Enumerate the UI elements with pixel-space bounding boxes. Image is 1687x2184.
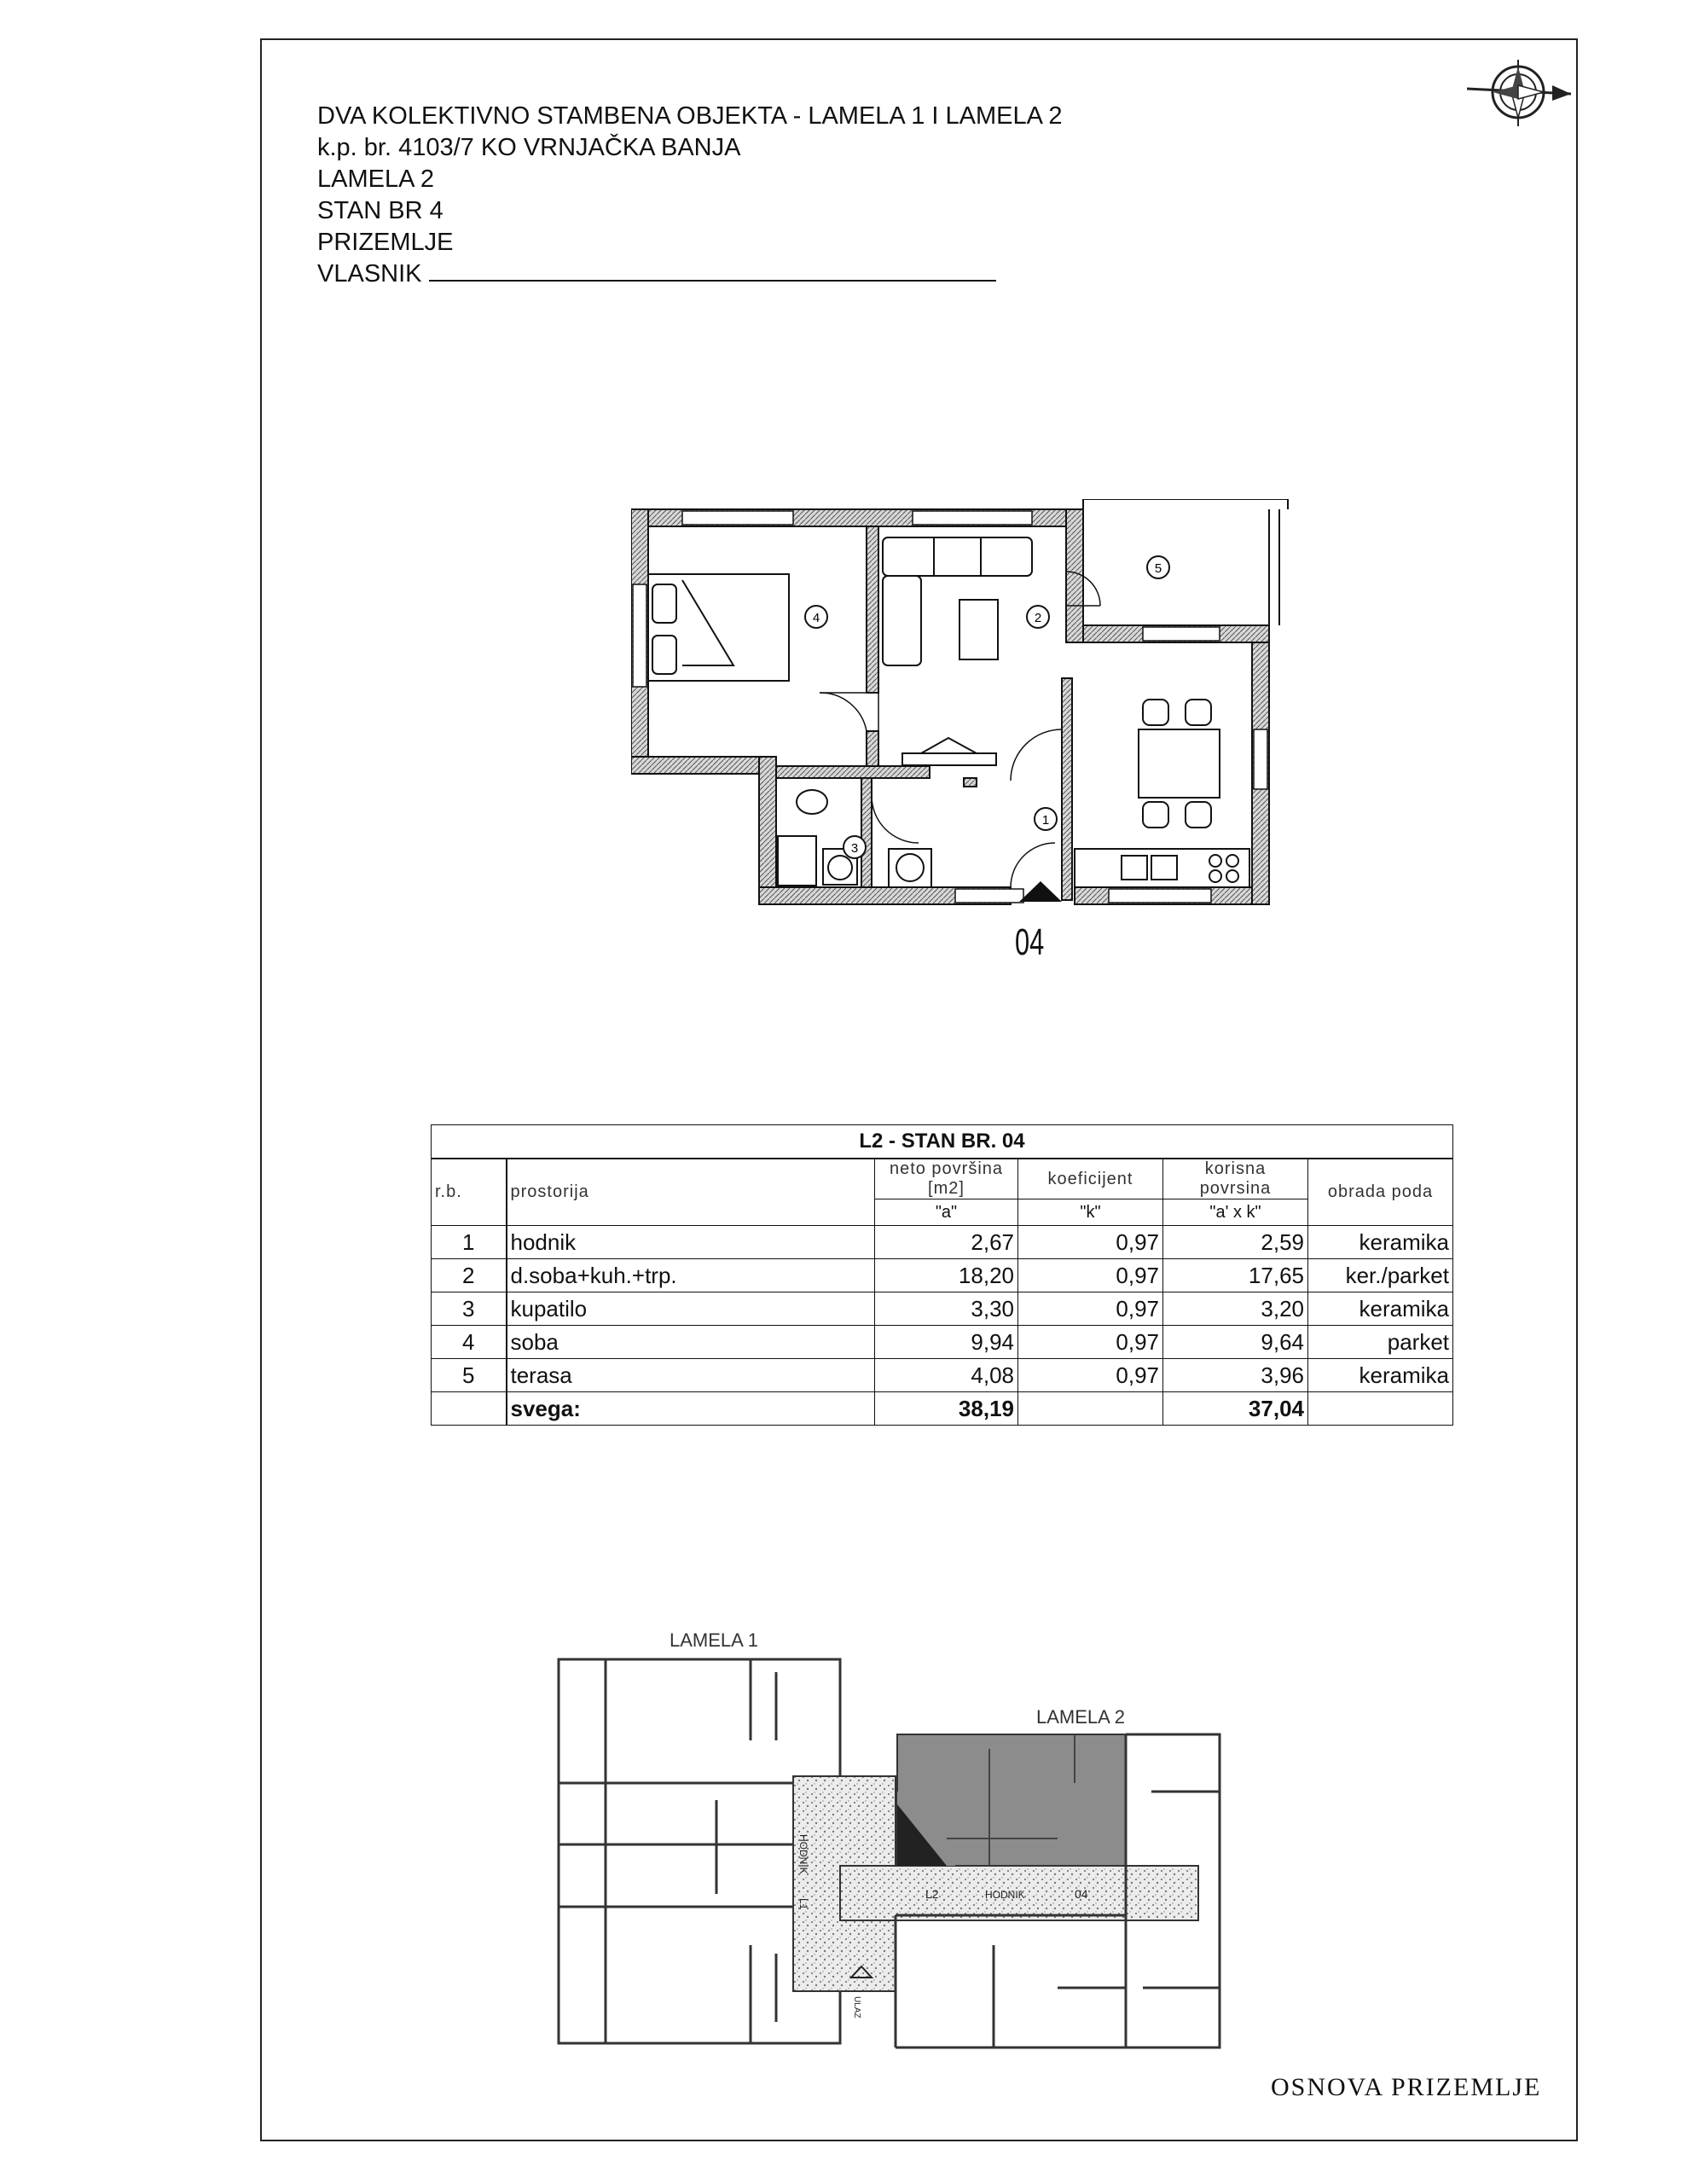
row-usable: 2,59: [1163, 1226, 1308, 1259]
project-title: DVA KOLEKTIVNO STAMBENA OBJEKTA - LAMELA 1 I LAMELA 2: [317, 102, 1063, 130]
table-row: [432, 1326, 1453, 1359]
apt-04-label: 04: [1075, 1887, 1088, 1901]
room-number-4: 4: [812, 611, 820, 625]
row-area: 2,67: [875, 1226, 1018, 1259]
apartment-number: STAN BR 4: [317, 197, 443, 224]
row-rb: 2: [432, 1259, 507, 1292]
total-rb: [432, 1392, 507, 1426]
row-area: 18,20: [875, 1259, 1018, 1292]
total-coef: [1018, 1392, 1163, 1426]
table-total-row: [432, 1392, 1453, 1426]
entrance-label: ULAZ: [852, 1996, 861, 2018]
row-room: hodnik: [507, 1226, 875, 1259]
total-label: svega:: [507, 1392, 875, 1426]
header-coef: koeficijent: [1018, 1159, 1163, 1199]
row-floor: keramika: [1308, 1292, 1453, 1326]
row-coef: 0,97: [1018, 1359, 1163, 1392]
row-area: 9,94: [875, 1326, 1018, 1359]
total-floor: [1308, 1392, 1453, 1426]
room-number-5: 5: [1154, 561, 1162, 576]
tv-unit: [902, 738, 996, 765]
l2-label: L2: [925, 1887, 939, 1901]
row-usable: 3,20: [1163, 1292, 1308, 1326]
row-rb: 4: [432, 1326, 507, 1359]
header-net-area: [875, 1159, 1018, 1199]
row-area: 4,08: [875, 1359, 1018, 1392]
symbol-coef: "k": [1018, 1199, 1163, 1226]
hodnik-vertical-label: HODNIK: [797, 1834, 809, 1874]
sofa: [883, 537, 1032, 665]
room-number-markers: [805, 556, 1169, 858]
row-coef: 0,97: [1018, 1226, 1163, 1259]
table-row: [432, 1292, 1453, 1326]
row-floor: keramika: [1308, 1226, 1453, 1259]
header-net-area-text: neto površina: [889, 1159, 1004, 1178]
room-number-3: 3: [850, 841, 859, 856]
room-area-table: [431, 1124, 1453, 1426]
row-rb: 1: [432, 1226, 507, 1259]
total-usable: 37,04: [1163, 1392, 1308, 1426]
owner-blank-line: [429, 259, 996, 282]
total-area: 38,19: [875, 1392, 1018, 1426]
bed: [648, 574, 789, 681]
floor-level: PRIZEMLJE: [317, 229, 454, 256]
row-room: soba: [507, 1326, 875, 1359]
table-row: [432, 1259, 1453, 1292]
row-usable: 9,64: [1163, 1326, 1308, 1359]
lamela-label: LAMELA 2: [317, 166, 435, 193]
row-coef: 0,97: [1018, 1292, 1163, 1326]
row-room: d.soba+kuh.+trp.: [507, 1259, 875, 1292]
header-floor: obrada poda: [1308, 1159, 1453, 1226]
dining-set: [1139, 700, 1220, 828]
row-usable: 3,96: [1163, 1359, 1308, 1392]
header-net-area-unit: [m2]: [928, 1179, 965, 1198]
lamela-1-label: LAMELA 1: [670, 1629, 758, 1651]
row-area: 3,30: [875, 1292, 1018, 1326]
row-floor: ker./parket: [1308, 1259, 1453, 1292]
title-block: [317, 101, 1063, 290]
row-coef: 0,97: [1018, 1326, 1163, 1359]
highlighted-apartment: [897, 1734, 1126, 1866]
row-rb: 3: [432, 1292, 507, 1326]
symbol-usable: "a' x k": [1163, 1199, 1308, 1226]
apartment-floor-plan: [631, 499, 1296, 960]
hodnik-horizontal-label: HODNIK: [985, 1889, 1025, 1901]
table-caption: L2 - STAN BR. 04: [432, 1125, 1453, 1159]
entrance-arrow-icon: [1019, 881, 1062, 902]
header-usable-1: korisna: [1204, 1159, 1267, 1178]
north-arrow-icon: [1467, 51, 1578, 136]
header-room: prostorija: [507, 1159, 875, 1226]
row-rb: 5: [432, 1359, 507, 1392]
owner-line: [317, 258, 1063, 290]
row-floor: keramika: [1308, 1359, 1453, 1392]
room-number-2: 2: [1034, 611, 1042, 625]
apartment-label: 04: [1015, 921, 1045, 963]
walls: [631, 509, 1269, 904]
lamela-2-label: LAMELA 2: [1036, 1706, 1125, 1728]
l1-label: L1: [797, 1898, 809, 1910]
header-rb: r.b.: [432, 1159, 507, 1226]
ground-floor-key-plan: [546, 1621, 1245, 2065]
row-room: kupatilo: [507, 1292, 875, 1326]
windows: [633, 511, 1267, 903]
row-usable: 17,65: [1163, 1259, 1308, 1292]
symbol-net-area: "a": [875, 1199, 1018, 1226]
terrace-railing: [1083, 499, 1288, 625]
kitchen-counter: [1075, 849, 1249, 887]
header-usable-2: povrsina: [1199, 1179, 1272, 1198]
table-row: [432, 1226, 1453, 1259]
table-row: [432, 1359, 1453, 1392]
row-floor: parket: [1308, 1326, 1453, 1359]
row-room: terasa: [507, 1359, 875, 1392]
parcel-info: k.p. br. 4103/7 KO VRNJAČKA BANJA: [317, 134, 741, 161]
row-coef: 0,97: [1018, 1259, 1163, 1292]
owner-label: VLASNIK: [317, 260, 422, 288]
header-usable: [1163, 1159, 1308, 1199]
room-number-1: 1: [1041, 813, 1050, 828]
sheet-title: OSNOVA PRIZEMLJE: [1271, 2073, 1542, 2101]
